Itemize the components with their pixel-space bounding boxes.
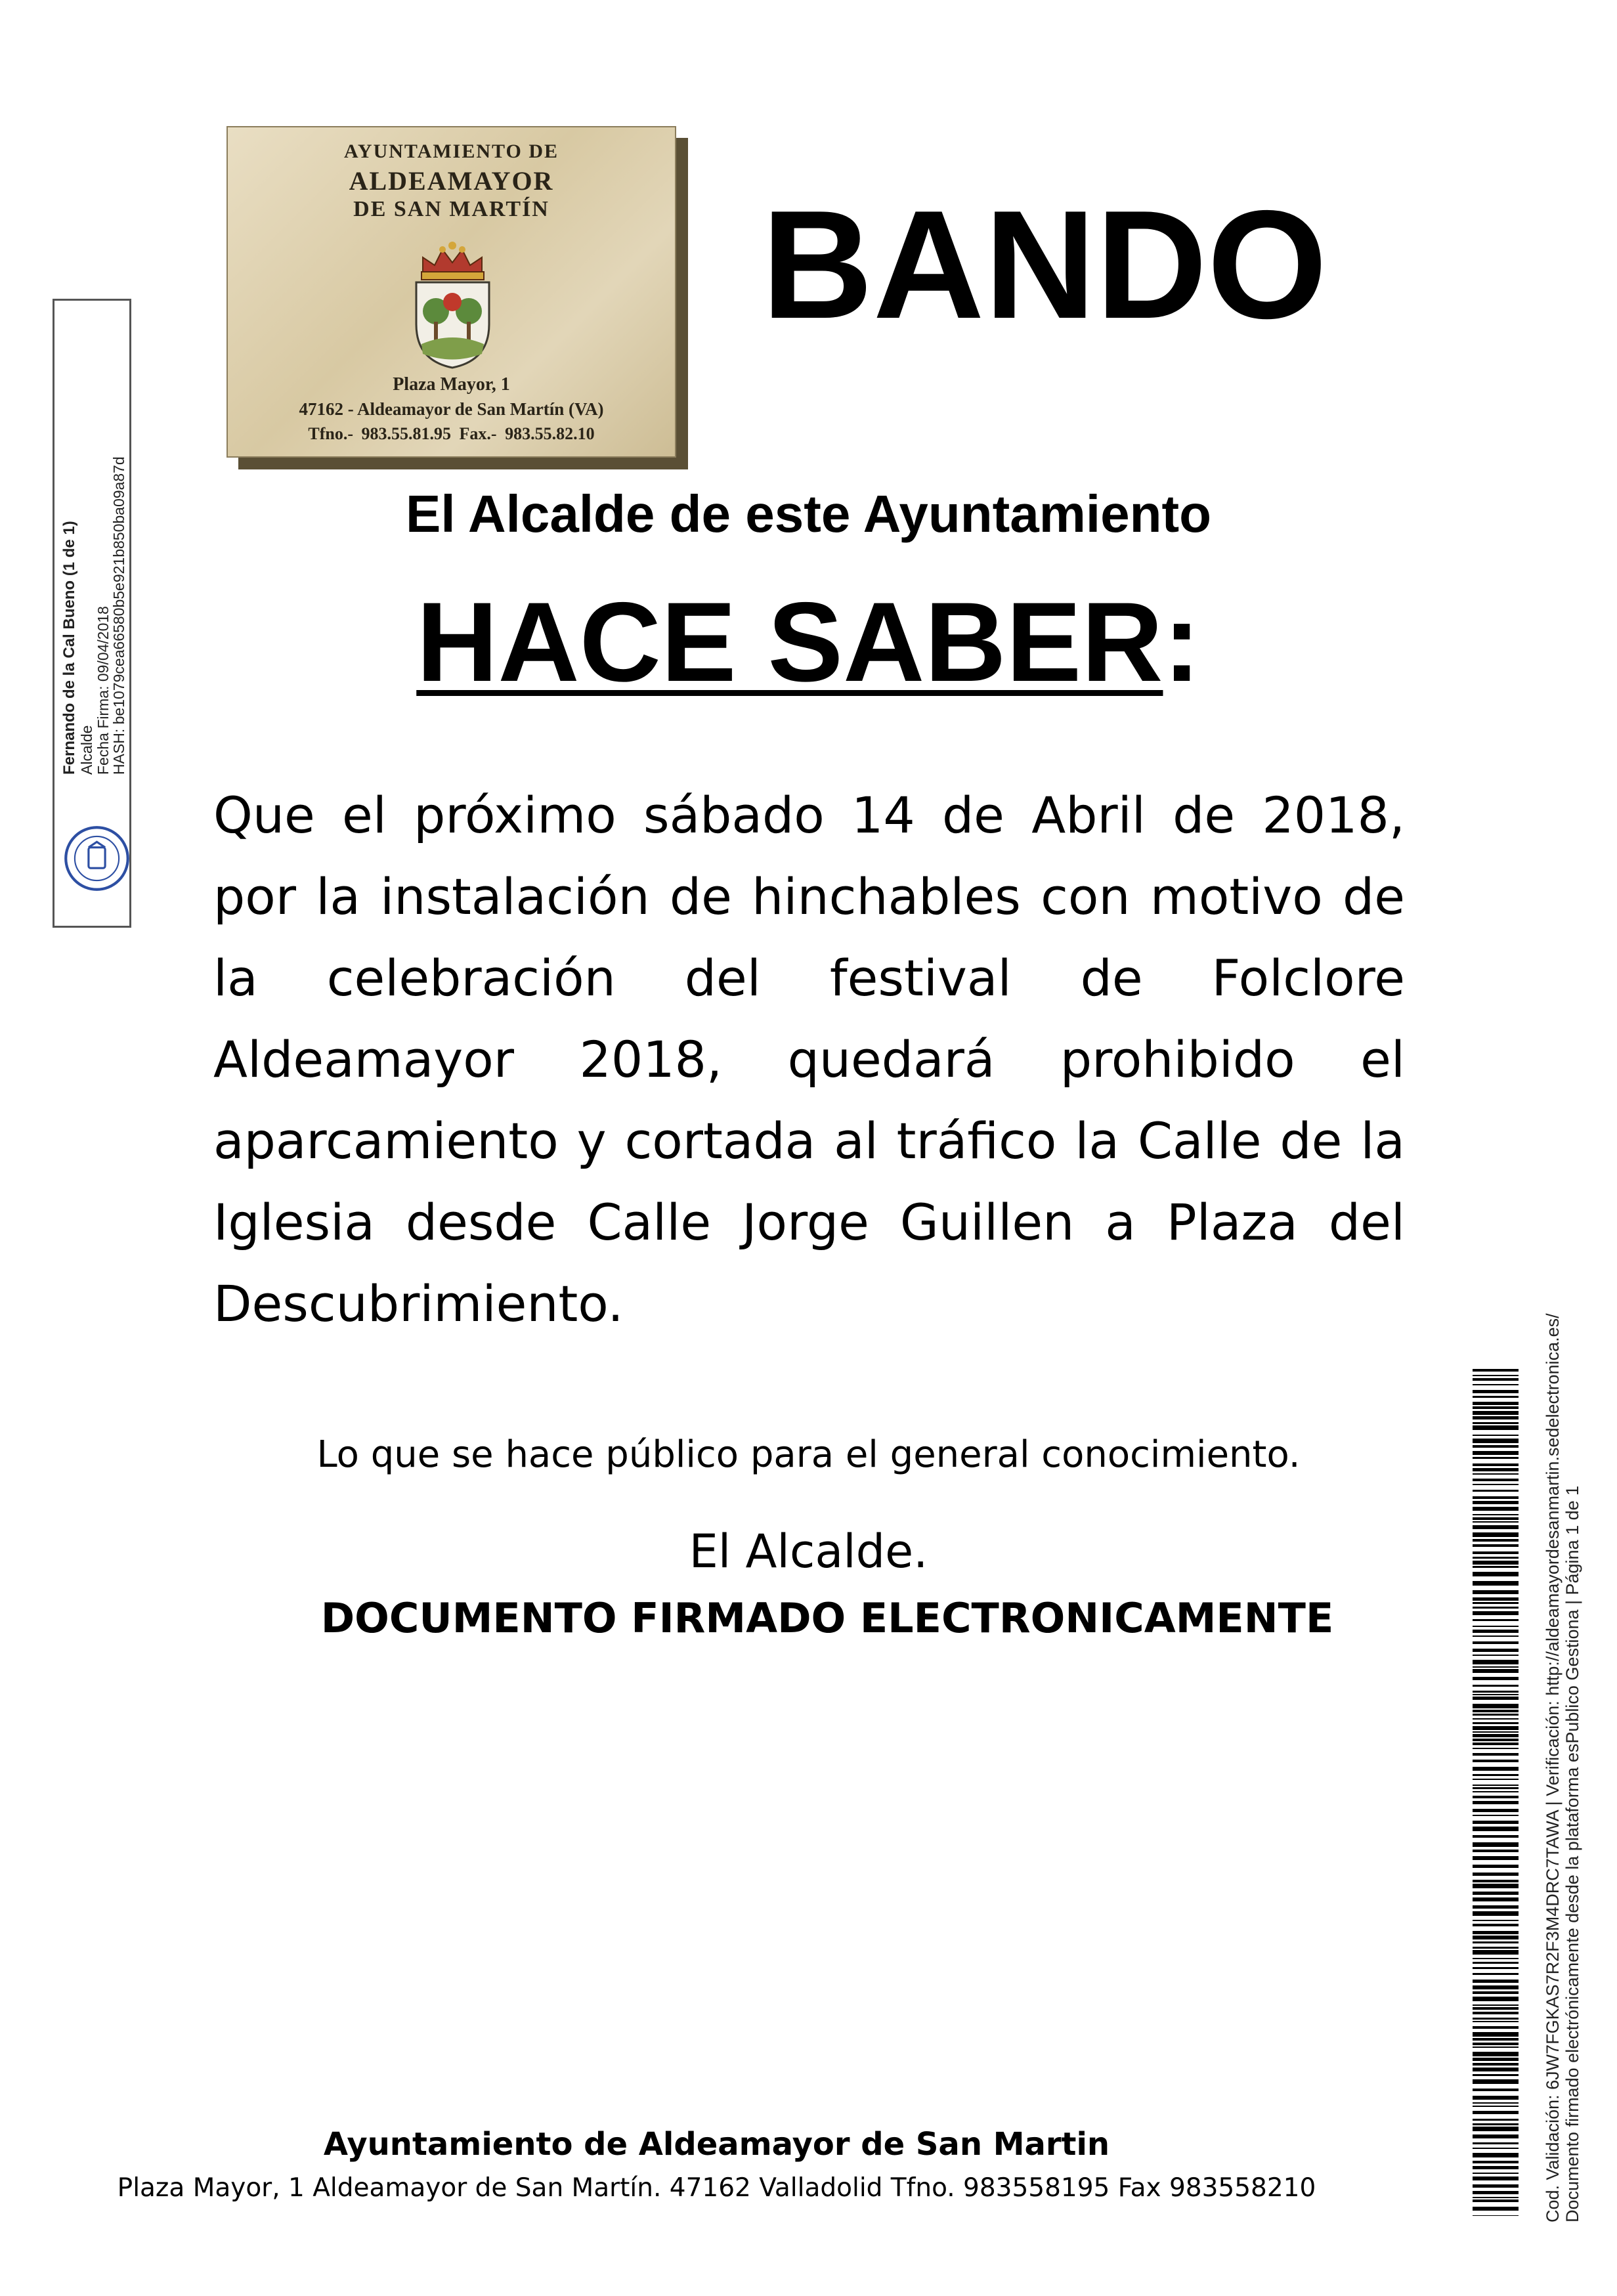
announcement-heading-text: HACE SABER <box>416 579 1163 705</box>
logo-line-1: AYUNTAMIENTO DE <box>344 141 559 162</box>
barcode-icon <box>1473 1369 1519 2216</box>
closing-signer: El Alcalde. <box>689 1525 928 1578</box>
signature-date: Fecha Firma: 09/04/2018 <box>95 606 112 775</box>
logo-address-2: 47162 - Aldeamayor de San Martín (VA) <box>299 399 604 419</box>
announcement-body: Que el próximo sábado 14 de Abril de 2018, por la instalación de hinchables con motivo de la celebración del festival de Folclore Aldeamayor 2018, quedará prohibido el aparcamiento y cortada al tráfico la Calle de la Iglesia desde Calle Jorge Guillen a Plaza del Descubrimiento. <box>213 786 1405 1333</box>
closing-publico: Lo que se hace público para el general conocimiento. <box>316 1433 1301 1476</box>
verification-code-line: Cod. Validación: 6JW7FGKAS7R2F3M4DRC7TAWA | Verificación: http://aldeamayordesanmartin.sedelectronica.es/ <box>1543 1313 1563 2222</box>
intro-line: El Alcalde de este Ayuntamiento <box>406 485 1211 543</box>
verification-platform-line: Documento firmado electrónicamente desde la plataforma esPublico Gestiona | Página 1 de 1 <box>1563 1485 1582 2222</box>
logo-line-3: DE SAN MARTÍN <box>353 197 550 221</box>
signed-electronically-note: DOCUMENTO FIRMADO ELECTRONICAMENTE <box>320 1594 1334 1642</box>
municipal-seal-icon <box>62 824 131 893</box>
signature-name: Fernando de la Cal Bueno (1 de 1) <box>60 521 78 775</box>
logo-address-1: Plaza Mayor, 1 <box>393 374 510 395</box>
document-title: BANDO <box>762 178 1327 351</box>
footer-address: Plaza Mayor, 1 Aldeamayor de San Martín. 47162 Valladolid Tfno. 983558195 Fax 983558210 <box>117 2173 1316 2203</box>
announcement-colon: : <box>1163 579 1201 705</box>
signature-hash: HASH: be1079cea66580b5e921b850ba09a87d <box>110 456 127 775</box>
logo-line-2: ALDEAMAYOR <box>349 166 554 196</box>
signature-role: Alcalde <box>78 725 95 775</box>
municipal-coat-of-arms-icon <box>408 239 497 370</box>
footer-organization: Ayuntamiento de Aldeamayor de San Martin <box>323 2126 1110 2163</box>
logo-phones: Tfno.- 983.55.81.95 Fax.- 983.55.82.10 <box>308 424 595 443</box>
municipal-logo-plate <box>226 126 676 458</box>
announcement-heading <box>0 574 1617 710</box>
